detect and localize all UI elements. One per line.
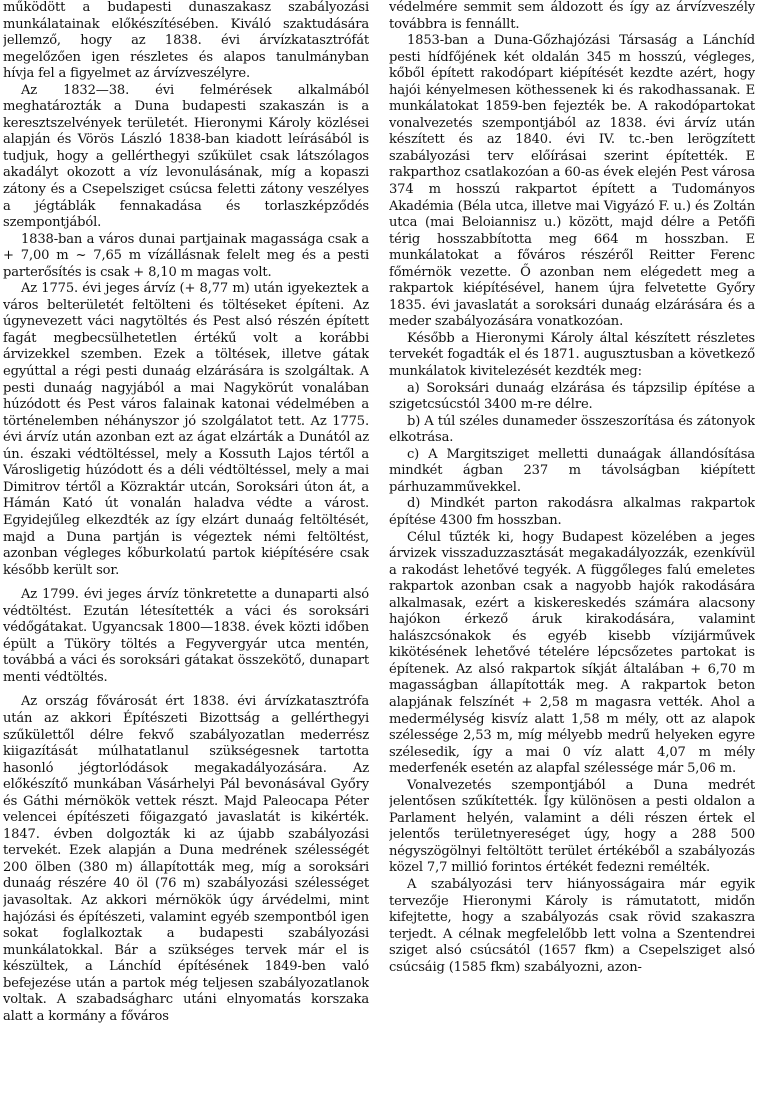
left-column [3, 0, 369, 1099]
list-item: d) Mindkét parton rakodásra alkalmas rakpartok építése 4300 fm hosszban. [389, 496, 755, 528]
paragraph: Az 1775. évi jeges árvíz (+ 8,77 m) után igyekeztek a város belterületét feltölteni és töltéseket építeni. Az úgynevezett váci nagytöltés és Pest alsó részén épített fagát megbecsülhetetlen értékű volt a korábbi árvizekkel szemben. Ezek a töltések, illetve gátak egyúttal a régi pesti dunaág elzárására is szolgáltak. A pesti dunaág nagyjából a mai Nagykörút vonalában húzódott és Pest város falainak katonai védelmében a történelemben néhányszor jó szolgálatot tett. Az 1775. évi árvíz után azonban ezt az ágat elzárták a Dunától az ún. északi védtöltéssel, mely a Kossuth Lajos tértől a Városligetig húzódott és a déli védtöltéssel, mely a mai Dimitrov tértől a Közraktár utcán, Soroksári úton át, a Hámán Kató út vonalán haladva védte a várost. Egyidejűleg elkezdték az így elzárt dunaág feltöltését, majd a Duna partján is végeztek némi feltöltést, azonban végleges kőburkolatú partok kiépítésére csak később került sor. [3, 281, 369, 578]
paragraph: védelmére semmit sem áldozott és így az árvízveszély továbbra is fennállt. [389, 0, 755, 32]
paragraph: Célul tűzték ki, hogy Budapest közelében a jeges árvizek visszaduzzasztását megakadályozzák, ezenkívül a rakodást lehetővé tegyék. A függőleges falú emeletes rakpartok azonban csak a nagyobb hajók rakodására alkalmasak, ezért a kiskereskedés számára alacsony hajókon érkező áruk kirakodására, valamint halászcsónakok és egyéb kisebb vízijárművek kikötésének lehetővé tételére lépcsőzetes partokat is építenek. Az alsó rakpartok síkját általában + 6,70 m magasságban állapították meg. A rakpartok beton alapjának felszínét + 2,58 m magasra vették. Ahol a medermélység kisvíz alatt 1,58 m mély, ott az alapok szélessége 2,53 m, míg mélyebb medrű helyeken egyre szélesedik, így a mai 0 víz alatt 4,07 m mély mederfenék esetén az alapfal szélessége már 5,06 m. [389, 529, 755, 777]
paragraph: 1853-ban a Duna-Gőzhajózási Társaság a Lánchíd pesti hídfőjének két oldalán 345 m hosszú, végleges, kőből épített rakodópart kiépítését kezdte azért, hogy hajói kényelmesen köthessenek ki és rakodhassanak. E munkálatokat 1859-ben fejezték be. A rakodópartokat vonalvezetés szempontjából az 1838. évi árvíz után készített és az 1840. évi IV. tc.-ben lerögzített szabályozási terv előírásai szerint építették. E rakparthoz csatlakozóan a 60-as évek elején Pest városa 374 m hosszú rakpartot épített a Tudományos Akadémia (Béla utca, illetve mai Vigyázó F. u.) és Zoltán utca (mai Beloiannisz u.) között, majd délre a Petőfi térig hosszabbította meg 664 m hosszban. E munkálatokat a főváros részéről Reitter Ferenc főmérnök vezette. Ő azonban nem elégedett meg a rakpartok kiépítésével, hanem újra felvetette Győry 1835. évi javaslatát a soroksári dunaág elzárására és a meder szabályozására vonatkozóan. [389, 33, 755, 330]
paragraph: 1838-ban a város dunai partjainak magassága csak a + 7,00 m ~ 7,65 m vízállásnak felelt meg és a pesti parterősítés is csak + 8,10 m magas volt. [3, 231, 369, 280]
list-item: c) A Margitsziget melletti dunaágak állandósítása mindkét ágban 237 m távolságban kiépített párhuzamművekkel. [389, 446, 755, 495]
paragraph: Az 1832—38. évi felmérések alkalmából meghatározták a Duna budapesti szakaszán is a keresztszelvények területét. Hieronymi Károly közlései alapján és Vörös László 1838-ban kiadott leírásából is tudjuk, hogy a gellérthegyi szűkület csak látszólagos akadályt okozott a víz levonulásának, míg a kopaszi zátony és a Csepelsziget csúcsa feletti zátony veszélyes a jégtáblák fennakadása és torlaszképződés szempontjából. [3, 82, 369, 231]
list-item: a) Soroksári dunaág elzárása és tápzsilip építése a szigetcsúcstól 3400 m-re délre. [389, 380, 755, 413]
paragraph: A szabályozási terv hiányosságaira már egyik tervezője Hieronymi Károly is rámutatott, midőn kifejtette, hogy a szabályozás csak rövid szakaszra terjedt. A célnak megfelelőbb lett volna a Szentendrei sziget alsó csúcsától (1657 fkm) a Csepelsziget alsó csúcsáig (1585 fkm) szabályozni, azon- [389, 876, 755, 975]
paragraph: Vonalvezetés szempontjából a Duna medrét jelentősen szűkítették. Így különösen a pesti oldalon a Parlament helyén, valamint a déli részen értek el jelentős területnyereséget úgy, hogy a 288 500 négyszögölnyi feltöltött terület értékéből a szabályozás közel 7,7 millió forintos értékét fedezni remélték. [389, 777, 755, 876]
paragraph: Az 1799. évi jeges árvíz tönkretette a dunaparti alsó védtöltést. Ezután létesítették a váci és soroksári védőgátakat. Ugyancsak 1800—1838. évek közti időben épült a Tüköry töltés a Fegyvergyár utca mentén, továbbá a váci és soroksári gátakat összekötő, dunapart menti védtöltés. [3, 587, 369, 685]
paragraph: Később a Hieronymi Károly által készített részletes tervekét fogadták el és 1871. augusztusban a következő munkálatok kivitelezését kezdték meg: [389, 330, 755, 380]
paragraph: Az ország fővárosát ért 1838. évi árvízkatasztrófa után az akkori Építészeti Bizottság a gellérthegyi szűkülettől délre fekvő szabályozatlan mederrész kiigazítását múlhatatlanul szükségesnek tartotta hasonló jégtorlódások megakadályozására. Az előkészítő munkában Vásárhelyi Pál bevonásával Győry és Gáthi mérnökök vettek részt. Majd Paleocapa Péter velencei építészeti főigazgató javaslatát is kikérték. 1847. évben dolgozták ki az újabb szabályozási tervekét. Ezek alapján a Duna medrének szélességét 200 ölben (380 m) állapították meg, míg a soroksári dunaág részére 40 öl (76 m) szabályozási szélességet javasoltak. Az akkori mérnökök úgy árvédelmi, mint hajózási és építészeti, valamint egyéb szempontból igen sokat foglalkoztak a budapesti szabályozási munkálatokkal. Bár a szükséges tervek már el is készültek, a Lánchíd építésének 1849-ben való befejezése után a partok még teljesen szabályozatlanok voltak. A szabadságharc utáni elnyomatás korszaka alatt a kormány a főváros [3, 694, 369, 1024]
list-item: b) A túl széles dunameder összeszorítása és zátonyok elkotrása. [389, 413, 755, 446]
right-column [389, 0, 755, 1099]
paragraph: működött a budapesti dunaszakasz szabályozási munkálatainak előkészítésében. Kiváló szaktudására jellemző, hogy az 1838. évi árvízkatasztrófát megelőzően igen részletes és alapos tanulmányban hívja fel a figyelmet az árvízveszélyre. [3, 0, 369, 82]
